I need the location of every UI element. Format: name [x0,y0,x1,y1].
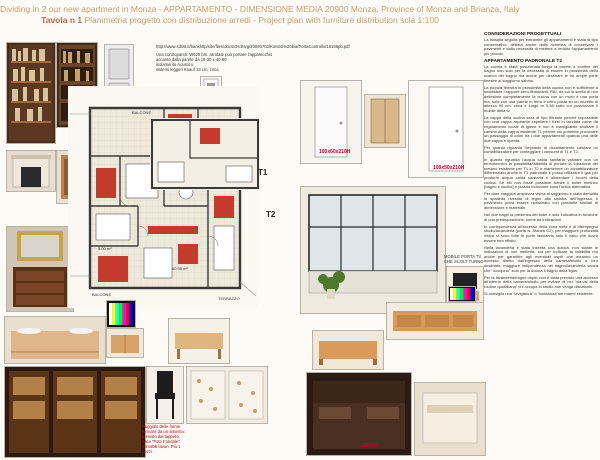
room-balcony-top: BALCONE [132,110,152,115]
section-11-text: Si consiglia una "levigatura" o "lucidatura"dei marmi esistente. [484,291,594,296]
board-description: Planimetria progetto con distribuzione arredi - Project plan with furniture distribution scla 1:100 [82,15,439,25]
chair-note: Poggiolo delle forme fermare da un sistema: previsto dal tappeto. Jace "Foto Fondale" immobili lavori. Più 1 pezzi [142,424,185,454]
sideboard-illustration [387,303,483,339]
kitchen-glass-wall-illustration [301,187,445,313]
photo-door-1 [300,80,362,164]
sliding-door-illustration [365,95,405,147]
marker-t1: T1 [258,168,268,177]
photo-bathroom-vanity [4,316,106,364]
area-label-3: 60.95 m² [172,266,188,271]
section-3-text: La cappa della cucina sarà di tipo filtrante perchè impossibile con una cappa aspirante espellere i fumi in facciata come da regolamento locale di igiene e non è consigliabile sfruttare il camino della cappa esistente T1 perchè ciò potrebbe provocare un passaggio di odori tra i due appartamenti quando una delle due cappe è spenta. [484,114,598,143]
section-5-text: In quanto riguarda l'acqua calda sanitaria valutare con un termotecnico la possibilità/fattibilità di portare la tubazione del metano esistente per T1 in T2 e mantenere un contabilizzatore differenziato anche in T1 padronale e posso utilizzare il gas per produrre acqua calda sanitaria e alimentare i fuochi della cucina. Se ciò non fosse possibile fornire il boiler elettrico (bagno e cucina) e piastra induzione sono l'unica alternativa. [484,156,598,190]
tv-stand-note: MOBILE PORTA TV CHE SCOLT TURNO [444,254,484,264]
design-notes-column [484,30,598,458]
photo-tv-colorbars [106,300,136,328]
header-subtitle [0,15,480,25]
washer-note-1: Una contropareti: W620 bm. arrotate può portare l'apparecchio [156,52,273,57]
vanity-illustration [5,317,105,363]
tv-cabinet-illustration [313,331,383,369]
section-1-text: La cucina è stata posizionata lungo la parete a confine del bagno non solo per la necessità di essere in prossimità dello scarico del bagno ma anche per destinare le tre ampie porte finestre al soggiorno salotto. [484,63,598,83]
photo-bed [306,372,412,456]
photo-sliding-door [364,94,406,148]
photo-display-cabinets [4,366,146,458]
door-illustration-2 [409,81,483,177]
display-cabinets-illustration [5,367,145,457]
photo-small-cabinet [106,328,144,358]
photo-mirror-dresser [6,226,74,312]
photo-fireplace [6,150,56,192]
chest-illustration [415,383,485,455]
photo-tv-cabinet [312,330,384,370]
washer-note-2: accanto dalla parete da 10-30 x 40-80 [156,57,227,62]
small-cabinet-illustration [107,329,143,357]
section-0-text: La filosofia seguita per entrambe gli appartamenti è stata di tipo conservativo, dettata anche dalla richiesta di conservare i pavimenti e dalla necessità di mettere a reddito l'appartamento più piccolo. [484,37,598,56]
curtains-illustration [187,367,267,423]
area-label-4: 5.00 m² [98,246,112,251]
section-4-text: Per quanto riguarda l'impianto di riscaldamento valutare un contabilizzatore per conteggiare i consumi di T1 e T2. [484,144,598,155]
tv-colorbars-right-illustration [449,287,475,301]
washer-note-4: sistemi leggeri Knauf 13 cm, circa [156,67,219,72]
section-0-title: CONSIDERAZIONI PROGETTUALI [484,32,562,37]
section-7-text: Nei due bagni la presenza del bidet è solo indicativa in funzione di una predisposizione, come da indicazioni. [484,212,598,222]
header-title: Dividing in 2 our new apartment in Monza - APPARTAMENTO - DIMENSIONE MEDIA 20900 Monza, Province of Monza and Brianza, Italy [0,4,520,14]
section-2-text: La piccola finestra in prossimità della cucina non è sufficiente a soddisfare i rapporti aero-illuminanti, RAI, da cui la scelta di non delimitare completamente la cucina con un muro e una porta ma, solo con una parete in ferro e vetro posta su un muretto di altezza 90 cm. circa e lungo m 3,38 sotto cui posizionare il mobile della tv. [484,84,598,113]
mirror-dresser-illustration [7,227,73,311]
floor-plan-t1-drawing [150,118,260,190]
photo-console [168,318,230,364]
board-number: Tavola n 1 [41,15,83,25]
fireplace-illustration [7,151,55,191]
photo-sideboard [386,302,484,340]
photo-sofa-chest [414,382,486,456]
room-terrace: TERRAZZO [218,296,240,301]
section-8-text: In corrispondenza all'accesso della zona notte e di disimpegno studio/lavanderia (porta w. Stanza C2), per maggiore profondità visiva si sono tolte le porte lasciando solo il vano che dovrà essere ben rifinito. [484,223,598,243]
console-illustration [169,319,229,363]
section-6-text: Per dare maggiori ampiezza visiva al soggiorno è stata demolita la spalletta rivestita di legno alla sinistra dell'ingresso, il pavimento potrà essere ripristinato con piastrelle similari di dimensione e materiale. [484,191,598,210]
room-balcony-bottom: BALCONE [92,292,112,297]
washer-link[interactable]: http://www.sdsst.it/bankhttp/site/files/docs/cHdHvg/20080703/Kontrol%20bia/PortaControllo/16196pb.pdf [156,44,350,49]
bed-dimension: 150x90 [361,443,378,449]
section-1-title: APPARTAMENTO PADRONALE T2 [484,58,562,64]
photo-curtains [186,366,268,424]
photo-bookshelf [6,42,56,144]
floor-plan-t1 [150,118,260,190]
photo-tv-colorbars-right [448,286,476,302]
photo-kitchen-glass-wall [300,186,446,314]
door-1-dimension: 100x60x210H [319,149,351,155]
section-9-text: Nella lavanderia è stata inserita una doccia, non stante le indicazioni di non metterla, sia per indicare la fattibilità ma anche per garantire agli eventuali ospiti che avranno un accesso diretto dall'ingresso della camera/studio a loro destinata, maggiore indipendenza nel bagno/lavanderia senza che "occupino" solo per la doccia il bagno della figlia. [484,244,598,273]
door-2-dimension: 100x50x210H [433,165,465,171]
washer-note-3: isolamento Acustico [156,62,194,67]
bed-illustration [307,373,411,455]
marker-t2: T2 [266,210,276,219]
photo-door-2 [408,80,484,178]
chair-illustration [147,367,183,423]
tv-colorbars-illustration [107,301,135,327]
bookshelf-illustration [7,43,55,143]
section-10-text: Per la lavanderia/bagno ospiti, non è stata previsto una accesso all'interno della camera/studio per evitare di nel "via-vai della routine quotidiana" chi occupa lo studio non venga disturbato. [484,274,598,289]
photo-chair [146,366,184,424]
